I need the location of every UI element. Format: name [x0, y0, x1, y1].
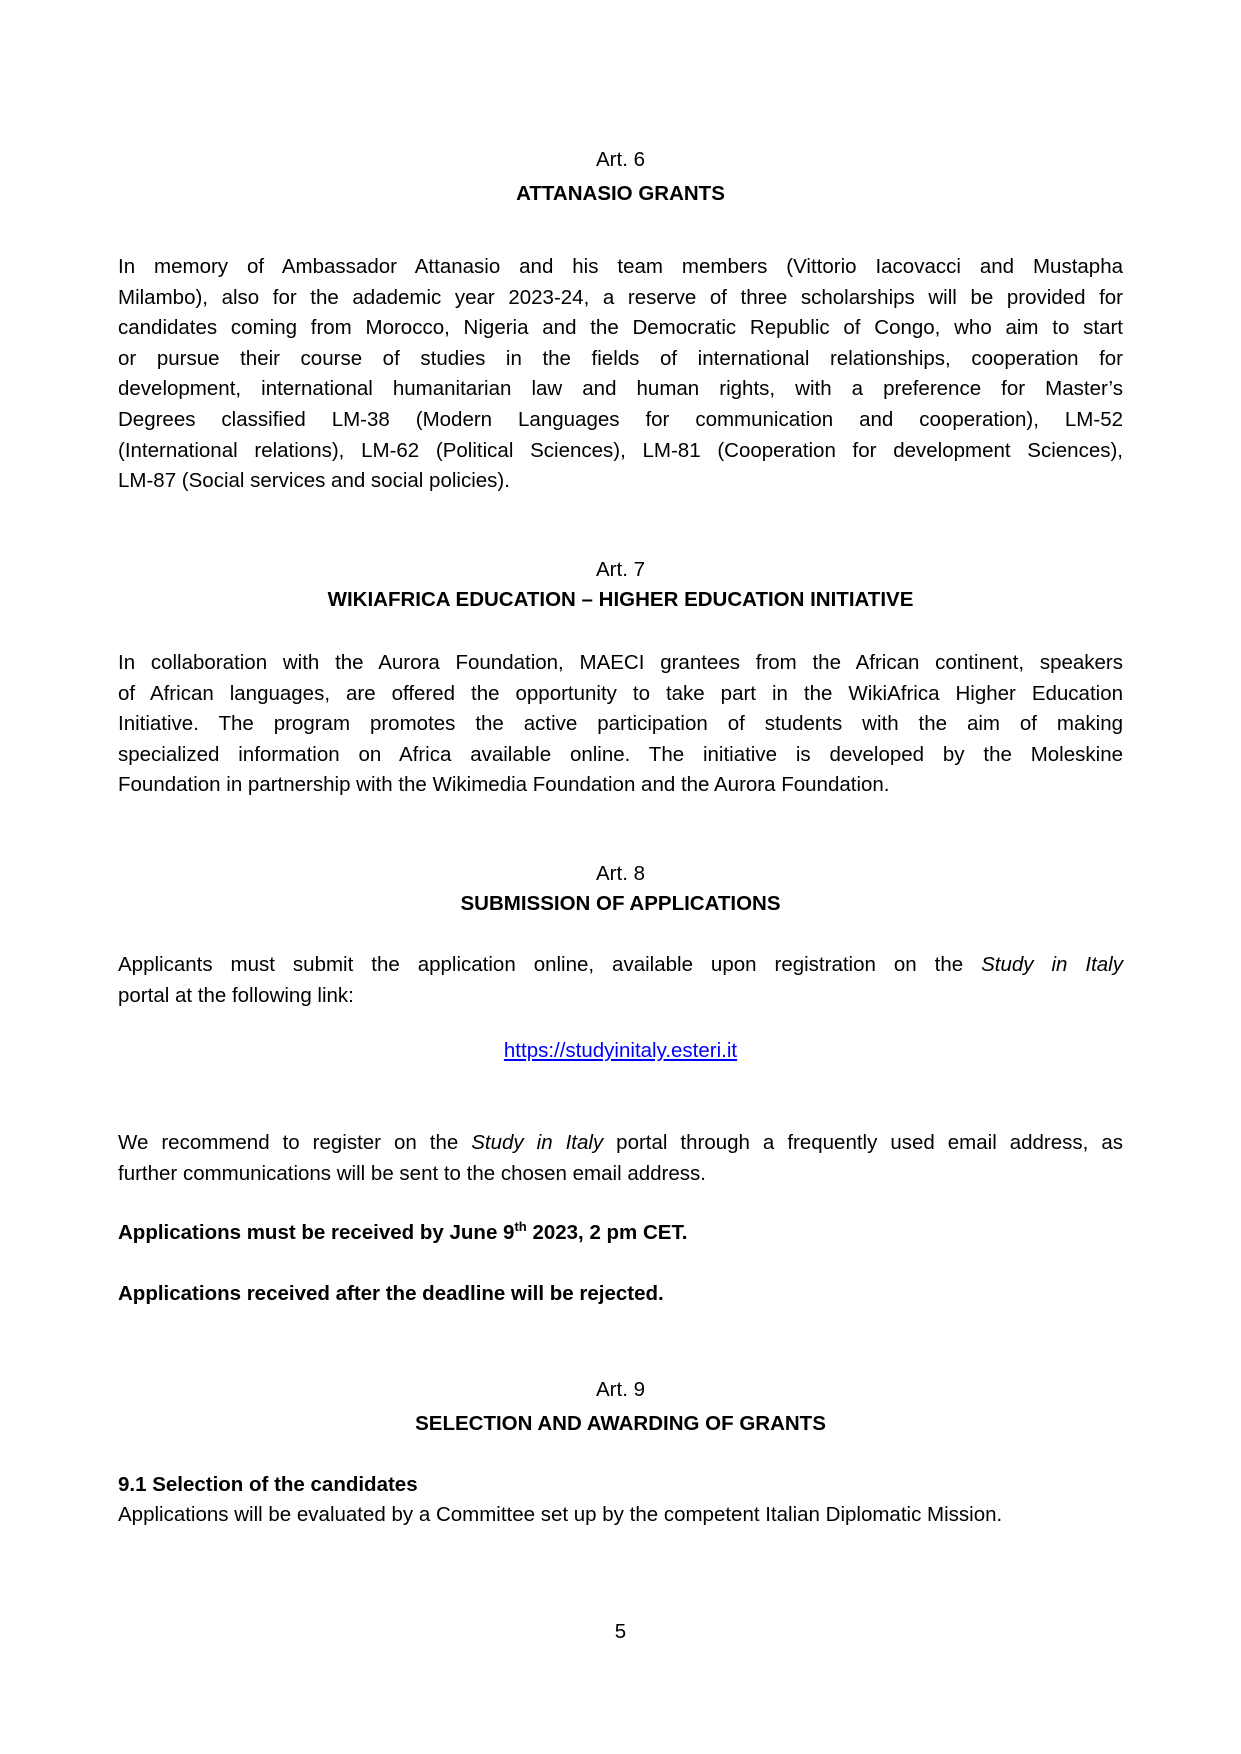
- paragraph-line: Degrees classified LM-38 (Modern Languages for communication and cooperation), LM-52: [118, 407, 1123, 431]
- article-6-number: Art. 6: [596, 148, 645, 171]
- paragraph-line: In memory of Ambassador Attanasio and his team members (Vittorio Iacovacci and Mustapha: [118, 255, 1123, 278]
- article-8-title: SUBMISSION OF APPLICATIONS: [460, 892, 781, 915]
- article-6-paragraph: [118, 252, 1123, 497]
- portal-link-container: [118, 1039, 1123, 1063]
- paragraph-line: Foundation in partnership with the Wikimedia Foundation and the Aurora Foundation.: [118, 773, 890, 797]
- paragraph-line: or pursue their course of studies in the fields of international relationships, cooperation for: [118, 346, 1123, 370]
- study-in-italy-italic: Study in Italy: [471, 1131, 604, 1154]
- deadline-notice: Applications must be received by June 9th 2023, 2 pm CET.: [118, 1219, 688, 1244]
- paragraph-line: Initiative. The program promotes the active participation of students with the aim of making: [118, 712, 1123, 736]
- article-7-number: Art. 7: [596, 558, 645, 581]
- paragraph-line: LM-87 (Social services and social policies).: [118, 469, 510, 493]
- portal-link[interactable]: https://studyinitaly.esteri.it: [503, 1039, 738, 1062]
- paragraph-line: candidates coming from Morocco, Nigeria and the Democratic Republic of Congo, who aim to start: [118, 316, 1123, 340]
- paragraph-line: further communications will be sent to the chosen email address.: [118, 1161, 706, 1185]
- article-9-number: Art. 9: [596, 1378, 645, 1401]
- paragraph-line: (International relations), LM-62 (Political Sciences), LM-81 (Cooperation for development Sciences),: [118, 438, 1123, 462]
- paragraph-line: In collaboration with the Aurora Foundation, MAECI grantees from the African continent, speakers: [118, 651, 1123, 674]
- article-6-title: ATTANASIO GRANTS: [516, 182, 725, 205]
- article-7-title: WIKIAFRICA EDUCATION – HIGHER EDUCATION INITIATIVE: [327, 588, 914, 611]
- article-8-paragraph-1: [118, 950, 1123, 1011]
- page-number: 5: [614, 1620, 627, 1643]
- study-in-italy-italic: Study in Italy: [981, 953, 1123, 976]
- article-9-title: SELECTION AND AWARDING OF GRANTS: [415, 1412, 826, 1435]
- paragraph-line: development, international humanitarian law and human rights, with a preference for Master’s: [118, 377, 1123, 401]
- subsection-9-1-title: 9.1 Selection of the candidates: [118, 1473, 418, 1496]
- paragraph-line: Applicants must submit the application online, available upon registration on the Study in Italy: [118, 953, 1123, 976]
- rejection-notice: Applications received after the deadline will be rejected.: [118, 1282, 664, 1305]
- article-7-paragraph: [118, 648, 1123, 801]
- article-8-number: Art. 8: [596, 862, 645, 885]
- subsection-9-1-text: Applications will be evaluated by a Committee set up by the competent Italian Diplomatic Mission.: [118, 1503, 1003, 1526]
- paragraph-line: of African languages, are offered the opportunity to take part in the WikiAfrica Higher Education: [118, 681, 1123, 705]
- paragraph-line: portal at the following link:: [118, 983, 354, 1007]
- paragraph-line: Milambo), also for the adademic year 2023-24, a reserve of three scholarships will be provided for: [118, 285, 1123, 309]
- article-8-paragraph-2: [118, 1128, 1123, 1189]
- paragraph-line: specialized information on Africa available online. The initiative is developed by the Moleskine: [118, 742, 1123, 766]
- paragraph-line: We recommend to register on the Study in Italy portal through a frequently used email address, as: [118, 1131, 1123, 1154]
